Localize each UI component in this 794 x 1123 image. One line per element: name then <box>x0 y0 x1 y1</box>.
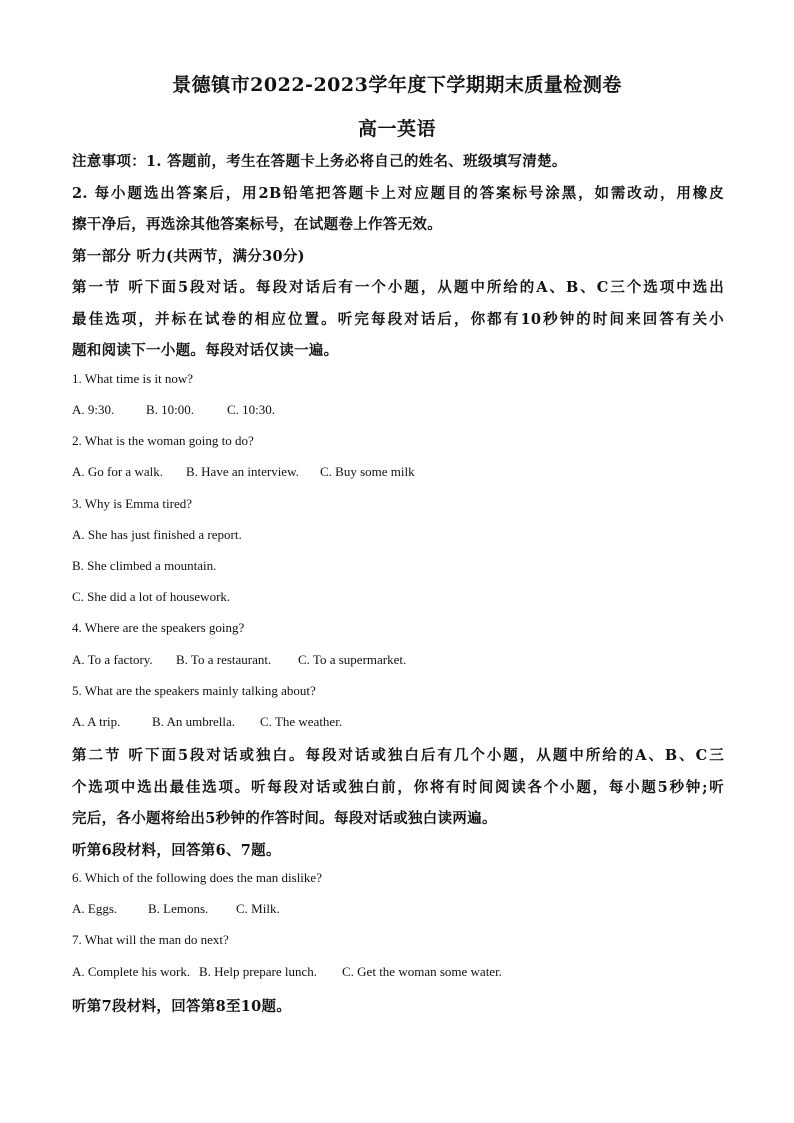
option-b: B. Have an interview. <box>186 464 299 479</box>
option-c: C. To a supermarket. <box>298 652 407 667</box>
page-subtitle: 高一英语 <box>357 118 436 140</box>
option-a: A. Go for a walk. <box>72 464 163 479</box>
material-7-heading: 听第7段材料，回答第8至10题。 <box>72 998 292 1015</box>
option-b: B. Lemons. <box>148 901 209 916</box>
section2-line-1: 第二节 听下面5段对话或独白。每段对话或独白后有几个小题，从题中所给的A、B、C三 <box>72 747 724 764</box>
question-2-stem: 2. What is the woman going to do? <box>72 433 254 448</box>
option-c: C. Get the woman some water. <box>342 964 502 979</box>
question-5-stem: 5. What are the speakers mainly talking about? <box>72 683 316 698</box>
question-2-options <box>72 464 724 480</box>
part1-heading: 第一部分 听力(共两节，满分30分) <box>72 248 305 265</box>
question-1-options <box>72 402 724 418</box>
question-3-option-b: B. She climbed a mountain. <box>72 558 217 573</box>
question-5-options <box>72 714 724 730</box>
option-c: C. 10:30. <box>227 402 276 417</box>
note-line-1: 注意事项：1. 答题前，考生在答题卡上务必将自己的姓名、班级填写清楚。 <box>72 153 567 170</box>
question-7-stem: 7. What will the man do next? <box>72 932 229 947</box>
question-4-options <box>72 652 724 668</box>
section1-line-1: 第一节 听下面5段对话。每段对话后有一个小题，从题中所给的A、B、C三个选项中选出 <box>72 279 724 296</box>
question-3-stem: 3. Why is Emma tired? <box>72 496 192 511</box>
question-3-option-c: C. She did a lot of housework. <box>72 589 231 604</box>
note-line-3: 擦干净后，再选涂其他答案标号，在试题卷上作答无效。 <box>72 216 442 233</box>
option-c: C. The weather. <box>260 714 343 729</box>
note-line-2: 2. 每小题选出答案后，用2B铅笔把答题卡上对应题目的答案标号涂黑，如需改动，用橡皮 <box>72 185 724 202</box>
option-b: B. An umbrella. <box>152 714 236 729</box>
option-b: B. To a restaurant. <box>176 652 272 667</box>
question-1-stem: 1. What time is it now? <box>72 371 194 386</box>
section2-line-2: 个选项中选出最佳选项。听每段对话或独白前，你将有时间阅读各个小题，每小题5秒钟;听 <box>72 779 724 796</box>
page-title: 景德镇市2022-2023学年度下学期期末质量检测卷 <box>172 74 622 96</box>
option-a: A. To a factory. <box>72 652 153 667</box>
question-6-options <box>72 901 724 917</box>
section1-line-3: 题和阅读下一小题。每段对话仅读一遍。 <box>72 342 339 359</box>
option-c: C. Buy some milk <box>320 464 415 479</box>
material-6-heading: 听第6段材料，回答第6、7题。 <box>72 842 281 859</box>
option-a: A. 9:30. <box>72 402 115 417</box>
option-b: B. Help prepare lunch. <box>199 964 318 979</box>
question-6-stem: 6. Which of the following does the man dislike? <box>72 870 322 885</box>
option-c: C. Milk. <box>236 901 280 916</box>
option-a: A. A trip. <box>72 714 121 729</box>
option-b: B. 10:00. <box>146 402 195 417</box>
option-a: A. Complete his work. <box>72 964 191 979</box>
question-3-option-a: A. She has just finished a report. <box>72 527 242 542</box>
section2-line-3: 完后，各小题将给出5秒钟的作答时间。每段对话或独白读两遍。 <box>72 810 497 827</box>
option-a: A. Eggs. <box>72 901 118 916</box>
section1-line-2: 最佳选项，并标在试卷的相应位置。听完每段对话后，你都有10秒钟的时间来回答有关小 <box>72 311 724 328</box>
question-4-stem: 4. Where are the speakers going? <box>72 620 245 635</box>
question-7-options <box>72 964 724 980</box>
